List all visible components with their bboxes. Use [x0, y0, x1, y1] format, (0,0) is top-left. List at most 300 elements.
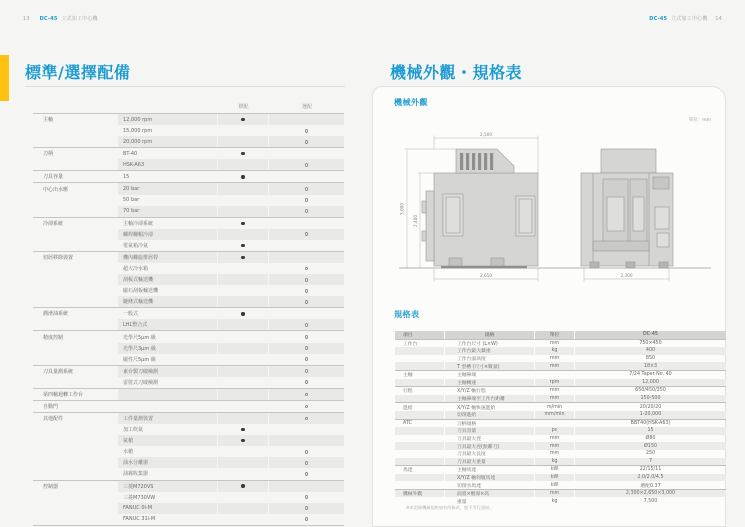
spec-row	[395, 419, 726, 428]
spec-name-cell: 切削水馬達	[457, 483, 481, 489]
optional-circle-icon	[305, 323, 309, 327]
equip-optional-cell	[269, 285, 344, 296]
spec-unit-cell: mm	[535, 362, 574, 370]
spec-unit-cell: mm	[549, 356, 560, 362]
equip-standard-cell	[218, 343, 268, 354]
equip-standard-cell	[218, 285, 268, 296]
spec-name-cell: X/Y/Z 軸快速進給	[457, 405, 496, 411]
equip-row	[33, 319, 344, 330]
spec-value-cell: 15	[575, 427, 726, 435]
optional-circle-icon	[305, 346, 309, 350]
equip-optional-cell	[269, 492, 344, 503]
equip-optional-cell	[269, 195, 344, 206]
optional-circle-icon	[305, 289, 309, 293]
equip-row	[33, 136, 344, 147]
doc-model-left: DC-45	[39, 16, 58, 22]
spec-item-cell	[395, 379, 444, 387]
equip-item-desc: 20,000 rpm	[118, 136, 217, 147]
equip-row	[33, 343, 344, 354]
equip-row	[33, 514, 344, 525]
equip-row	[33, 388, 344, 400]
standard-dot-icon	[241, 428, 244, 431]
spec-name-cell: 刀具容量	[445, 427, 534, 435]
equip-row	[33, 424, 344, 435]
equip-row	[33, 480, 344, 492]
spec-row	[395, 497, 726, 505]
spec-value-cell: BBT40(HSK-A63)	[630, 420, 671, 426]
equip-group-label	[33, 125, 117, 136]
left-page-title: 標準/選擇配備	[25, 63, 131, 82]
spec-unit-cell: pc	[535, 427, 574, 435]
equip-optional-cell	[269, 183, 344, 194]
equip-row	[33, 182, 344, 194]
spec-value-cell: 750×450	[639, 340, 662, 346]
optional-circle-icon	[305, 495, 309, 499]
spec-row	[395, 442, 726, 450]
running-header-right	[647, 15, 728, 22]
spec-item-cell: 進給	[403, 405, 413, 411]
equip-group-label	[33, 492, 117, 503]
spec-value-cell: 22/15/11	[639, 467, 662, 473]
equip-item-desc: 70 bar	[118, 206, 217, 217]
equip-optional-cell	[269, 171, 344, 182]
spec-value-cell: Ø150	[575, 442, 726, 450]
equip-standard-cell	[218, 366, 268, 377]
spec-value-cell: 12,000	[575, 379, 726, 387]
spec-name-cell: 主軸轉速	[445, 379, 534, 387]
standard-dot-icon	[241, 439, 244, 442]
equip-standard-cell	[218, 206, 268, 217]
spec-item-cell	[395, 450, 444, 458]
equip-standard-cell	[218, 125, 268, 136]
equip-row	[33, 170, 344, 182]
spec-unit-cell: kg	[535, 458, 574, 466]
spec-item-cell: 行程	[403, 389, 413, 395]
equip-optional-cell	[269, 263, 344, 274]
page-number-left: 13	[23, 16, 30, 22]
equip-row	[33, 125, 344, 136]
doc-type-left: 立式加工中心機	[61, 16, 98, 22]
equip-group-label: 精度控制	[43, 334, 64, 341]
spec-value-cell: 650/450/350	[635, 388, 666, 394]
equip-group-label: 其他配件	[43, 416, 64, 423]
optional-circle-icon	[305, 335, 309, 339]
equip-group-label	[33, 468, 117, 479]
equip-row	[33, 412, 344, 424]
optional-circle-icon	[305, 393, 309, 397]
dim-height-inner: 2,400	[413, 215, 418, 227]
equip-group-label: 冷卻系統	[43, 220, 64, 227]
equip-item-desc: 三菱M730VW	[123, 494, 156, 501]
equip-row	[33, 468, 344, 479]
equip-item-desc: 磁石刮板輸送機	[123, 288, 159, 295]
doc-type-right: 立式加工中心機	[671, 16, 708, 22]
equip-group-label: 自動門	[43, 403, 59, 410]
spec-value-cell: 2,300×2,650×3,000	[575, 490, 726, 498]
equip-optional-cell	[269, 366, 344, 377]
equip-group-label	[33, 195, 117, 206]
equip-row	[33, 492, 344, 503]
spec-row	[395, 481, 726, 489]
equip-row	[33, 503, 344, 514]
spec-unit-cell: kW	[550, 482, 559, 488]
equip-row	[33, 274, 344, 285]
spec-item-cell	[395, 497, 444, 505]
spec-name-cell: 工作台尺寸 (L×W)	[457, 341, 498, 347]
equip-item-desc: FANUC 31i-M	[123, 516, 156, 523]
equip-row	[33, 285, 344, 296]
equip-item-desc: 雷射式刀破檢測	[123, 379, 159, 386]
equip-group-label: 刀柄	[43, 151, 54, 158]
equip-standard-cell	[218, 159, 268, 170]
spec-unit-cell: kg	[535, 347, 574, 355]
spec-row	[395, 489, 726, 498]
spec-header-cell: 規格	[445, 331, 534, 339]
spec-unit-cell: kg	[551, 498, 558, 504]
equip-item-desc: LHL整合式	[118, 319, 217, 330]
spec-header-cell: DC-45	[575, 331, 726, 339]
spec-row	[395, 386, 726, 395]
doc-model-right: DC-45	[649, 16, 668, 22]
equip-row	[33, 365, 344, 377]
specs-subtitle: 規格表	[394, 310, 420, 319]
appearance-subtitle: 機械外觀	[394, 98, 428, 107]
optional-circle-icon	[305, 357, 309, 361]
equip-item-desc: 油霧收集器	[123, 471, 149, 478]
spec-item-cell: 馬達	[403, 468, 413, 474]
equip-item-desc: 電氣箱冷氣	[123, 242, 149, 249]
equip-row	[33, 400, 344, 412]
equip-optional-cell	[269, 354, 344, 365]
equip-item-desc: 50 bar	[123, 197, 140, 204]
dim-width-bottom: 2,300	[620, 273, 633, 278]
optional-circle-icon	[305, 198, 309, 202]
equip-row	[33, 195, 344, 206]
spec-name-cell: 刀柄規格	[457, 421, 477, 427]
equip-group-label	[33, 424, 117, 435]
spec-name-cell: 刀具最大徑	[457, 437, 481, 443]
equip-item-desc: BT-40	[123, 150, 138, 157]
equip-standard-cell	[218, 435, 268, 446]
equip-row	[33, 330, 344, 342]
equip-row	[33, 263, 344, 274]
optional-circle-icon	[305, 300, 309, 304]
equip-group-label	[33, 343, 117, 354]
equip-standard-cell	[218, 252, 268, 263]
equip-standard-cell	[218, 319, 268, 330]
unit-note: 單位：mm	[688, 118, 711, 123]
spec-name-cell: T 型槽 (尺寸×數量)	[445, 362, 534, 370]
equip-standard-cell	[218, 148, 268, 159]
spec-name-cell: 主軸鼻端至工作台距離	[445, 395, 534, 403]
equip-standard-cell	[218, 401, 268, 412]
equip-standard-cell	[218, 514, 268, 525]
spec-row	[395, 347, 726, 355]
spec-row	[395, 370, 726, 379]
spec-name-cell: 工作台最大載重	[445, 347, 534, 355]
equip-standard-cell	[218, 468, 268, 479]
equip-item-desc: 磁性尺5μm 級	[123, 356, 156, 363]
equip-group-label: 潤滑油系統	[43, 311, 69, 318]
equip-group-label	[33, 503, 117, 514]
spec-item-cell	[395, 427, 444, 435]
spec-row	[395, 395, 726, 403]
standard-dot-icon	[241, 118, 244, 121]
equip-row	[33, 446, 344, 457]
equip-standard-cell	[218, 424, 268, 435]
optional-circle-icon	[305, 129, 309, 133]
equip-item-desc: 水槍	[123, 449, 134, 456]
spec-row	[395, 450, 726, 458]
machine-drawings	[387, 123, 719, 299]
equip-group-label: 切屑移除裝置	[43, 254, 74, 261]
equip-optional-cell	[269, 424, 344, 435]
equip-row	[33, 457, 344, 468]
equip-item-desc: 光學尺3μm 級	[118, 343, 217, 354]
equip-optional-cell	[269, 468, 344, 479]
equip-group-label	[33, 296, 117, 307]
spec-name-cell: 主軸馬達	[457, 468, 477, 474]
dim-height-outer: 3,000	[399, 203, 405, 215]
spec-value-cell: 18×3	[575, 362, 726, 370]
spec-name-cell: 刀具最大徑(無鄰刀)	[445, 442, 534, 450]
equip-group-label: 主軸	[43, 117, 54, 124]
equip-item-desc: 加工吹氣	[123, 427, 144, 434]
spec-value-cell: 1-20,000	[575, 411, 726, 419]
optional-circle-icon	[305, 278, 309, 282]
optional-circle-icon	[305, 267, 309, 271]
equip-standard-cell	[218, 354, 268, 365]
spec-row	[395, 427, 726, 435]
equip-optional-cell	[269, 377, 344, 388]
spec-name-cell: 切削進給	[445, 411, 534, 419]
equip-group-label	[33, 229, 117, 240]
equip-standard-cell	[218, 183, 268, 194]
dim-depth-bottom: 2,650	[480, 273, 492, 278]
spec-row	[395, 435, 726, 443]
spec-item-cell	[395, 435, 444, 443]
equip-optional-cell	[269, 331, 344, 342]
spec-unit-cell: kW	[535, 474, 574, 482]
spec-unit-cell: mm	[549, 436, 560, 442]
equip-optional-cell	[269, 308, 344, 319]
section-tab-marker	[0, 55, 9, 101]
equip-group-label	[33, 514, 117, 525]
equip-standard-cell	[218, 136, 268, 147]
optional-circle-icon	[305, 417, 309, 421]
left-title-rule	[25, 86, 345, 87]
equip-optional-cell	[269, 319, 344, 330]
equip-item-desc: 15	[123, 173, 130, 180]
spec-item-cell	[395, 347, 444, 355]
equip-row	[33, 217, 344, 229]
equip-item-desc: 一般式	[123, 311, 139, 318]
spec-value-cell: Ø80	[645, 436, 656, 442]
spec-value-cell: 850	[645, 356, 656, 362]
equip-group-label: 刀具容量	[43, 174, 64, 181]
optional-circle-icon	[305, 232, 309, 236]
spec-footnote: ※本型錄機械規格如有所修改，恕不另行通知。	[406, 505, 494, 510]
equip-standard-cell	[218, 240, 268, 251]
equip-item-desc: 三菱M720VS	[118, 481, 217, 492]
spec-item-cell	[395, 481, 444, 489]
spec-name-cell: 重量	[457, 499, 467, 505]
equip-optional-cell	[269, 343, 344, 354]
spec-item-cell: ATC	[403, 420, 412, 426]
equip-optional-cell	[269, 296, 344, 307]
optional-circle-icon	[305, 405, 309, 409]
spec-value-cell: 選配0.37	[640, 483, 661, 489]
equip-optional-cell	[269, 514, 344, 525]
dim-top-width: 2,500	[480, 132, 492, 137]
equip-standard-cell	[218, 492, 268, 503]
spec-row	[395, 379, 726, 387]
spec-item-cell	[395, 395, 444, 403]
optional-circle-icon	[305, 369, 309, 373]
spec-unit-cell	[535, 371, 574, 379]
equip-group-label	[33, 446, 117, 457]
equip-group-label	[33, 354, 117, 365]
standard-dot-icon	[241, 222, 244, 225]
spec-value-cell: 250	[645, 451, 656, 457]
spec-row	[395, 474, 726, 482]
spec-row	[395, 362, 726, 370]
spec-row	[395, 402, 726, 411]
equip-item-desc: 20 bar	[118, 183, 217, 194]
equip-group-label: 刀具量測系統	[43, 368, 74, 375]
spec-header-row	[395, 331, 726, 339]
optional-circle-icon	[305, 380, 309, 384]
equip-item-desc: 超大冷水箱	[123, 266, 149, 273]
spec-header-cell: 項目	[395, 331, 444, 339]
equip-optional-cell	[269, 413, 344, 424]
standard-dot-icon	[241, 312, 244, 315]
spec-item-cell	[395, 458, 444, 466]
equip-item-desc: 螺桿螺帽冷卻	[118, 229, 217, 240]
equip-group-label	[33, 263, 117, 274]
equip-row	[33, 435, 344, 446]
spec-unit-cell	[535, 420, 574, 428]
equip-row	[33, 377, 344, 388]
equip-item-desc: 東台製刀破檢測	[118, 366, 217, 377]
standard-dot-icon	[241, 256, 244, 259]
equip-table-body	[33, 113, 344, 526]
equip-optional-cell	[269, 252, 344, 263]
spec-item-cell: 主軸	[403, 373, 413, 379]
equip-standard-cell	[218, 413, 268, 424]
equip-optional-cell	[269, 136, 344, 147]
optional-circle-icon	[305, 163, 309, 167]
equip-row	[33, 229, 344, 240]
spec-unit-cell: m/min	[546, 404, 563, 410]
spec-row	[395, 465, 726, 474]
spec-item-cell	[395, 474, 444, 482]
equip-item-desc: HSK-A63	[118, 159, 217, 170]
spec-item-cell	[395, 442, 444, 450]
spec-row	[395, 355, 726, 363]
standard-dot-icon	[241, 175, 244, 178]
equip-group-label	[33, 159, 117, 170]
equip-item-desc: 鏈條式輸送機	[118, 296, 217, 307]
standard-dot-icon	[241, 484, 244, 487]
equip-standard-cell	[218, 446, 268, 457]
equip-group-label	[33, 285, 117, 296]
equip-optional-cell	[269, 159, 344, 170]
equip-optional-cell	[269, 206, 344, 217]
spec-item-cell	[395, 411, 444, 419]
equip-group-label	[33, 274, 117, 285]
equip-optional-cell	[269, 114, 344, 125]
spec-value-cell: 20/20/20	[639, 404, 662, 410]
equip-row	[33, 251, 344, 263]
equip-item-desc: 12,000 rpm	[118, 114, 217, 125]
spec-value-cell: 2.0/2.0/4.5	[575, 474, 726, 482]
spec-item-cell: 工作台	[403, 341, 418, 347]
equip-item-desc: FANUC 0i-M	[118, 503, 217, 514]
equip-row	[33, 113, 344, 125]
spec-value-cell: 7/24 Taper No. 40	[629, 372, 672, 378]
equip-item-desc: 刮板式輸送機	[118, 274, 217, 285]
equip-item-desc: 工件量測裝置	[118, 413, 217, 424]
equip-optional-cell	[269, 148, 344, 159]
equip-optional-cell	[269, 240, 344, 251]
spec-unit-cell: mm	[549, 388, 560, 394]
equip-item-desc	[118, 401, 217, 412]
equip-optional-cell	[269, 389, 344, 400]
spec-unit-cell: rpm	[535, 379, 574, 387]
equip-standard-cell	[218, 308, 268, 319]
equip-row	[33, 159, 344, 170]
optional-circle-icon	[305, 187, 309, 191]
equip-item-desc: 主軸冷卻系統	[123, 220, 154, 227]
spec-unit-cell: mm	[535, 395, 574, 403]
spec-table-body	[395, 331, 726, 505]
equip-standard-cell	[218, 296, 268, 307]
equip-optional-cell	[269, 401, 344, 412]
optional-circle-icon	[305, 209, 309, 213]
spec-value-cell: 400	[575, 347, 726, 355]
running-header-left	[17, 15, 98, 22]
spec-value-cell: 7	[575, 458, 726, 466]
spec-item-cell	[395, 362, 444, 370]
equip-standard-cell	[218, 331, 268, 342]
spec-name-cell: 工作台面高度	[457, 357, 486, 363]
equip-standard-cell	[218, 389, 268, 400]
spec-name-cell: 主軸鼻端	[457, 373, 477, 379]
equip-optional-cell	[269, 503, 344, 514]
standard-dot-icon	[241, 152, 244, 155]
equip-standard-cell	[218, 377, 268, 388]
equip-optional-cell	[269, 125, 344, 136]
optional-circle-icon	[305, 517, 309, 521]
equip-item-desc: 光學尺5μm 級	[123, 334, 156, 341]
spec-row	[395, 458, 726, 466]
spec-value-cell: 7,500	[643, 498, 658, 504]
spec-name-cell: X/Y/Z 軸行程	[457, 389, 486, 395]
spec-name-cell: X/Y/Z 軸伺服馬達	[445, 474, 534, 482]
equip-group-label	[33, 206, 117, 217]
equip-group-label	[33, 457, 117, 468]
equip-optional-cell	[269, 218, 344, 229]
equip-row	[33, 296, 344, 307]
equip-standard-cell	[218, 263, 268, 274]
spec-item-cell: 機械外觀	[395, 490, 444, 498]
equip-standard-cell	[218, 114, 268, 125]
equip-standard-cell	[218, 274, 268, 285]
equip-group-label	[33, 435, 117, 446]
machine-front-view	[581, 149, 673, 268]
equip-group-label: 控制器	[43, 483, 59, 490]
